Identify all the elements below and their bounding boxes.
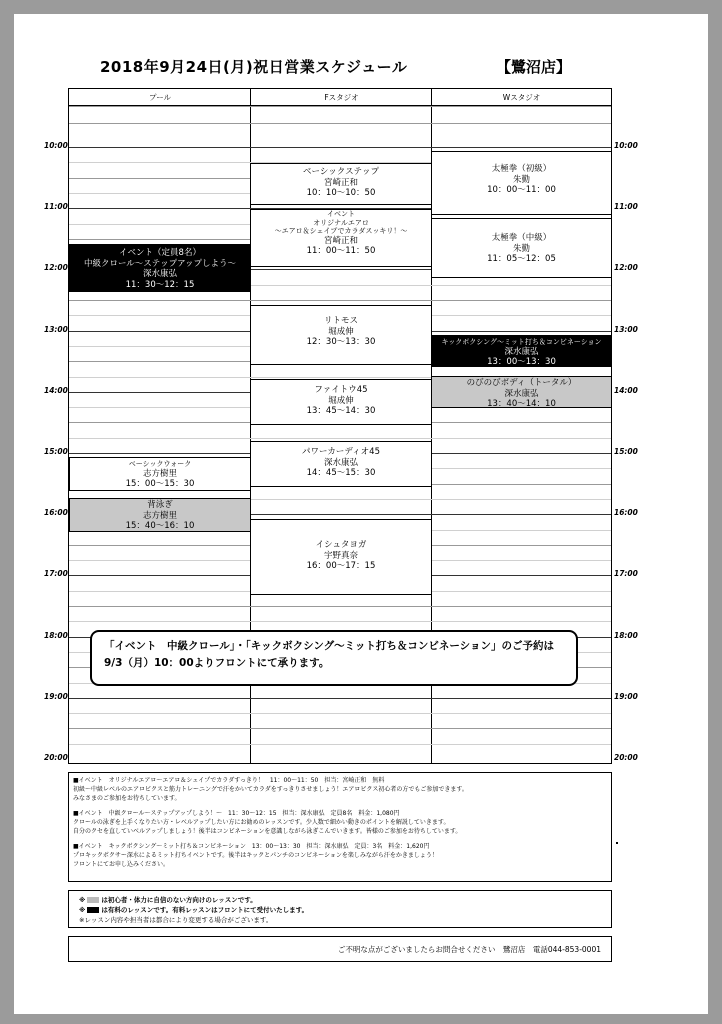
event-detail-text: プロキックボクサー深水によるミット打ちイベントです。後半はキックとパンチのコンビネーションを楽しみながら汗をかきましょう！ [73,852,438,859]
time-label: 16:00 [614,508,638,518]
time-label: 13:00 [44,324,68,334]
time-label: 14:00 [614,385,638,395]
slot-line [69,728,611,729]
lesson-f-event-aero[interactable]: イベント オリジナルエアロ ～エアロ＆シェイプでカラダスッキリ！～ 宮崎正和 11：00～11：50 [250,209,432,267]
contact-footer: ご不明な点がございましたらお問合せください 鷺沼店 電話044-853-0001 [68,936,612,962]
time-label: 11:00 [44,202,68,212]
time-label: 17:00 [614,569,638,579]
column-header-pool: プール [69,89,251,106]
time-label: 11:00 [614,202,638,212]
event-detail-title: ■イベント キックボクシング～ミット打ち＆コンビネーション 13：00～13：30 担当：深水康弘 定員：3名 料金：1,620円 [73,843,430,850]
time-label: 10:00 [614,141,638,150]
lesson-f-fight45[interactable]: ファイトウ45 堀成伸 13：45～14：30 [250,379,432,425]
time-label: 16:00 [44,508,68,518]
event-detail-text: 初級～中級レベルのエアロビクスと筋力トレーニングで汗をかいてカラダをすっきりさせましょう！エアロビクス初心者の方でもご参加できます。 [73,786,468,793]
column-header-w-studio: Wスタジオ [432,89,611,106]
lesson-pool-event-crawl[interactable]: イベント（定員8名） 中級クロール～ステップアップしよう～ 深水康弘 11：30～12：15 [69,244,251,292]
legend [68,890,612,928]
lesson-w-nobinobi[interactable]: のびのびボディ（トータル） 深水康弘 13：40～14：10 [431,376,612,408]
slot-line [69,438,611,439]
store-name: 【鷺沼店】 [496,58,572,76]
reservation-notice: 「イベント 中級クロール」・「キックボクシング～ミット打ち＆コンビネーション」のご予約は 9/3（月）10：00よりフロントにて承ります。 [90,630,578,686]
hour-line [69,147,611,148]
lesson-pool-basic-walk[interactable]: ベーシックウォーク 志方樹里 15：00～15：30 [69,457,251,491]
lesson-f-power45[interactable]: パワーカーディオ45 深水康弘 14：45～15：30 [250,441,432,487]
lesson-f-basic-step[interactable]: ベーシックステップ 宮崎正和 10：10～10：50 [250,163,432,205]
legend-paid: ※ は有料のレッスンです。有料レッスンはフロントにて受付いたします。 [79,906,309,914]
time-label: 14:00 [44,385,68,395]
time-label: 12:00 [614,263,638,273]
event-detail-title: ■イベント オリジナルエアロ～エアロ＆シェイプでカラダすっきり！ 11：00～11：50 担当：宮崎正和 無料 [73,777,385,784]
lesson-pool-backstroke[interactable]: 背泳ぎ 志方樹里 15：40～16：10 [69,498,251,532]
event-detail-title: ■イベント 中級クロール～ステップアップしよう！～ 11：30～12：15 担当：深水康弘 定員8名 料金：1,080円 [73,810,400,817]
time-label: 18:00 [614,630,638,640]
time-label: 12:00 [44,263,68,273]
legend-beginner: ※ は初心者・体力に自信のない方向けのレッスンです。 [79,896,257,904]
event-detail-text: 自分のクセを直していベルアップしましょう！後半はコンビネーションを意識しながら泳ぎこんでいきます。皆様のご参加をお待ちしています。 [73,828,462,835]
event-details [68,772,612,882]
time-label: 10:00 [44,141,68,150]
event-detail-text: みなさまのご参加をお待ちしています。 [73,795,181,802]
lesson-f-ritmos[interactable]: リトモス 堀成伸 12：30～13：30 [250,305,432,365]
time-label: 20:00 [44,753,68,762]
page-title: 2018年9月24日(月)祝日営業スケジュール [100,58,408,76]
time-label: 18:00 [44,630,68,640]
lesson-w-kickboxing[interactable]: キックボクシング～ミット打ち＆コンビネーション 深水康弘 13：00～13：30 [431,335,612,367]
legend-change-note: ※レッスン内容や担当者は都合により変更する場合がございます。 [79,916,273,924]
stray-dot [616,842,618,844]
column-header-f-studio: Fスタジオ [251,89,432,106]
slot-line [69,123,611,124]
slot-line [69,713,611,714]
time-label: 20:00 [614,753,638,762]
slot-line [69,744,611,745]
black-swatch-icon [87,907,99,913]
lesson-w-taichi-intermediate[interactable]: 太極拳（中級） 朱勤 11：05～12：05 [431,218,612,278]
event-detail-text: フロントにてお申し込みください。 [73,861,170,868]
gray-swatch-icon [87,897,99,903]
slot-line [69,106,611,107]
slot-line [69,621,611,622]
time-label: 15:00 [44,447,68,456]
time-label: 17:00 [44,569,68,579]
slot-line [69,606,611,607]
lesson-w-taichi-beginner[interactable]: 太極拳（初級） 朱勤 10：00～11：00 [431,151,612,215]
hour-line [69,698,611,699]
event-detail-text: クロールの泳ぎを上手くなりたい方・レベルアップしたい方にお勧めのレッスンです。少人数で細かい動きのポイントを解説していきます。 [73,819,450,826]
time-label: 19:00 [44,691,68,701]
lesson-f-yoga[interactable]: イシュタヨガ 宇野真奈 16：00～17：15 [250,519,432,595]
slot-line [69,300,611,301]
time-label: 19:00 [614,691,638,701]
time-label: 15:00 [614,447,638,456]
time-label: 13:00 [614,324,638,334]
